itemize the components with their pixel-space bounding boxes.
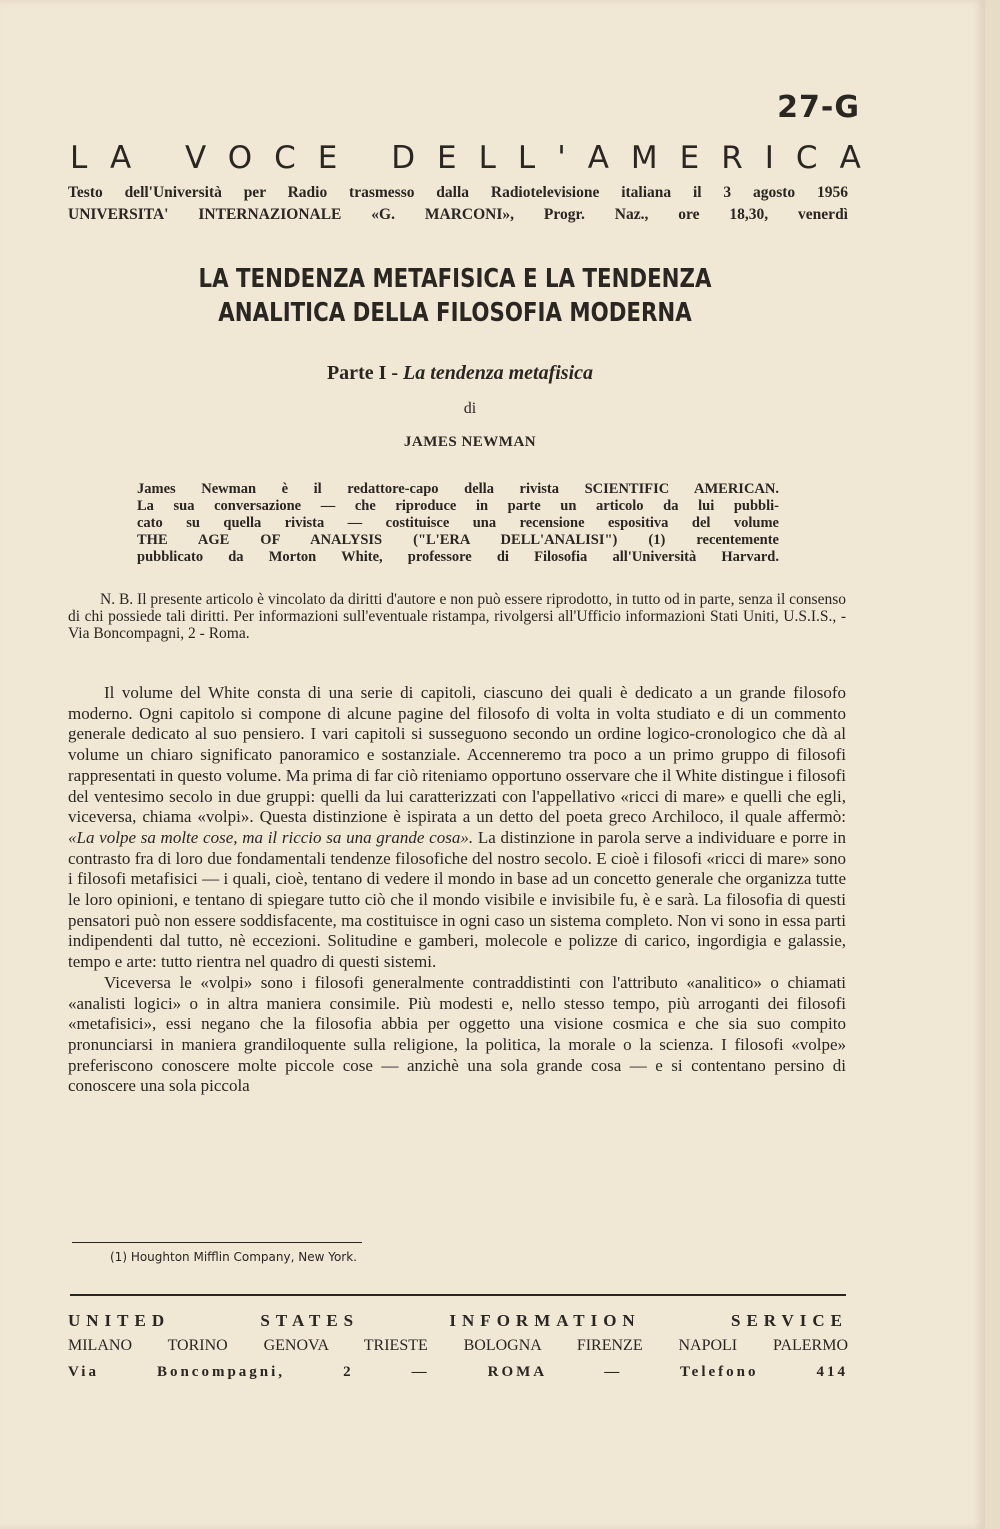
bio-line: pubblicato da Morton White, professore di Filosofia all'Università Harvard. <box>137 549 779 565</box>
masthead: LA VOCE DELL'AMERICA <box>70 140 883 176</box>
body-paragraph <box>68 683 846 973</box>
article-body <box>68 683 846 1097</box>
bio-line: THE AGE OF ANALYSIS ("L'ERA DELL'ANALISI") (1) recentemente <box>137 532 779 548</box>
bio-line: La sua conversazione — che riproduce in parte un articolo da lui pubbli- <box>137 498 779 514</box>
title-line: LA TENDENZA METAFISICA E LA TENDENZA <box>198 264 712 294</box>
archilochus-quote: «La volpe sa molte cose, ma il riccio sa una grande cosa». <box>68 827 474 847</box>
part-subtitle: La tendenza metafisica <box>403 362 594 384</box>
footnote-divider <box>72 1242 362 1243</box>
broadcast-info <box>68 182 848 226</box>
document-code: 27-G <box>777 90 860 125</box>
body-paragraph: Viceversa le «volpi» sono i filosofi generalmente contraddistinti con l'attributo «analitico» o chiamati «analisti logici» o in altra maniera consimile. Più modesti e, nello stesso tempo, più arroganti dei filosofi «metafisici», essi negano che la filosofia abbia per oggetto una visione cosmica e che sia suo compito pronunciarsi in maniera grandiloquente sulla religione, la politica, la morale o la scienza. I filosofi «volpe» preferiscono conoscere molte piccole cose — anzichè una sola grande cosa — e si contentano persino di conoscere una sola piccola <box>68 972 846 1096</box>
by-line: di <box>463 400 477 417</box>
footer-organization: UNITED STATES INFORMATION SERVICE <box>68 1311 848 1330</box>
title-line: ANALITICA DELLA FILOSOFIA MODERNA <box>218 298 692 328</box>
broadcast-info-line: UNIVERSITA' INTERNAZIONALE «G. MARCONI», Progr. Naz., ore 18,30, venerdì <box>68 206 848 223</box>
part-label: Parte I - <box>326 362 399 384</box>
footer-cities: MILANO TORINO GENOVA TRIESTE BOLOGNA FIRENZE NAPOLI PALERMO <box>68 1337 848 1354</box>
bio-line: cato su quella rivista — costituisce una recensione espositiva del volume <box>137 515 779 531</box>
copyright-note <box>68 591 846 642</box>
footnote: (1) Houghton Mifflin Company, New York. <box>110 1250 357 1264</box>
body-text: La distinzione in parola serve a individuare e porre in contrasto fra di loro due fondamentali tendenze filosofiche del nostro secolo. E cioè i filosofi «ricci di mare» sono i filosofi metafisici — i quali, cioè, tentano di vedere il mondo in base ad un concetto generale che organizza tutte le loro opinioni, e tentano di spiegare tutto ciò che il mondo visibile e invisibile fu, è e sarà. La filosofia di questi pensatori può non essere soddisfacente, ma costituisce in ogni caso un sistema completo. Non vi sono in essa parti indipendenti dal tutto, nè eccezioni. Solitudine e gamberi, molecole e polizze di carico, ingordigia e galassie, tempo e arte: tutto rientra nel quadro di questi sistemi. <box>68 827 847 972</box>
broadcast-info-line: Testo dell'Università per Radio trasmesso dalla Radiotelevisione italiana il 3 agosto 1956 <box>68 184 848 201</box>
footer-address: Via Boncompagni, 2 — ROMA — Telefono 414 <box>68 1364 848 1380</box>
author-name: JAMES NEWMAN <box>403 434 537 450</box>
copyright-note-text: N. B. Il presente articolo è vincolato da diritti d'autore e non può essere riprodotto, in tutto od in parte, senza il consenso di chi possiede tali diritti. Per informazioni sull'eventuale ristampa, rivolgersi all'Ufficio informazioni Stati Uniti, U.S.I.S., - Via Boncompagni, 2 - Roma. <box>68 591 846 642</box>
bio-line: James Newman è il redattore-capo della rivista SCIENTIFIC AMERICAN. <box>137 481 779 497</box>
body-text: Il volume del White consta di una serie di capitoli, ciascuno dei quali è dedicato a un grande filosofo moderno. Ogni capitolo si compone di alcune pagine del filosofo di volta in volta studiato e di un commento generale dedicato al suo pensiero. I vari capitoli si susseguono secondo un ordine logico-cronologico che dà al volume un chiaro significato panoramico e sostanziale. Accenneremo tra poco a un primo gruppo di filosofi rappresentati in questo volume. Ma prima di far ciò riteniamo opportuno osservare che il White distingue i filosofi del ventesimo secolo in due gruppi: quelli da lui caratterizzati con l'appellativo «ricci di mare» e quelli che egli, viceversa, chiama «volpi». Questa distinzione è ispirata a un detto del poeta greco Archiloco, il quale affermò: <box>68 683 846 827</box>
author-bio <box>137 481 779 566</box>
page-edge <box>985 0 1000 1529</box>
article-title <box>164 262 746 330</box>
part-heading <box>0 362 920 385</box>
footer-divider <box>70 1294 846 1296</box>
